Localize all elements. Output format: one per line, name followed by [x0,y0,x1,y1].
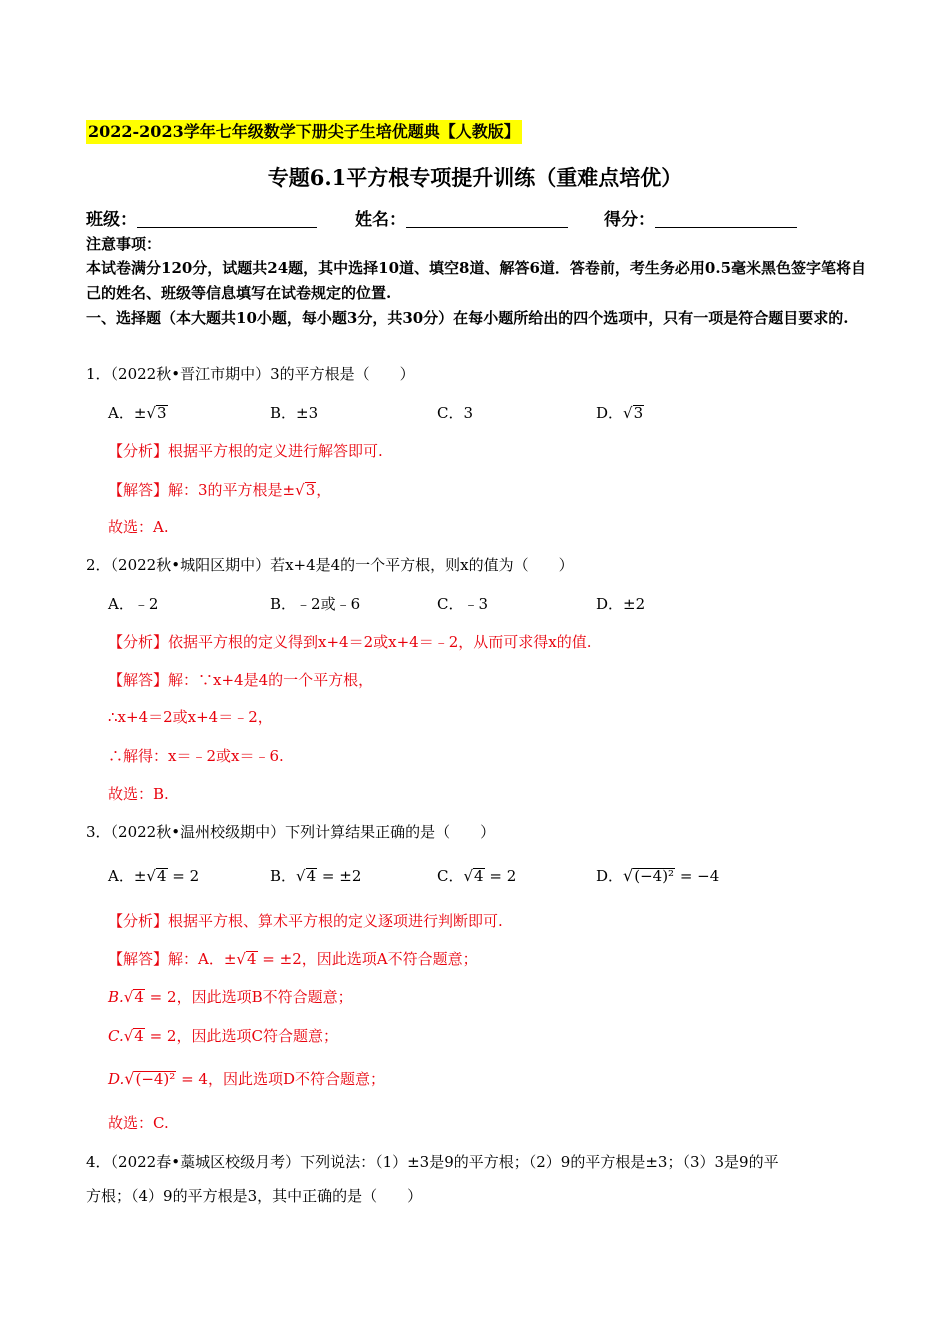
series-banner: 2022-2023学年七年级数学下册尖子生培优题典【人教版】 [86,120,522,144]
q4-stem-line2: 方根；（4）9的平方根是3，其中正确的是（ ） [86,1187,423,1205]
class-field [86,205,317,230]
score-field [604,205,797,230]
section-heading: 一、选择题（本大题共10小题，每小题3分，共30分）在每小题所给出的四个选项中，只有一项是符合题目要求的. [86,309,849,327]
class-label: 班级： [86,210,137,230]
q1-stem: 1．（2022秋•晋江市期中）3的平方根是（ ） [86,365,415,383]
score-label: 得分： [604,210,655,230]
q2-conclusion: 故选：B. [108,785,169,803]
q3-stem: 3．（2022秋•温州校级期中）下列计算结果正确的是（ ） [86,823,496,841]
q3-solution-b: B.√4 = 2，因此选项B不符合题意； [108,988,353,1006]
q3-solution-a: 【解答】解：A．±√4 = ±2，因此选项A不符合题意； [108,950,478,968]
q3-analysis: 【分析】根据平方根、算术平方根的定义逐项进行判断即可. [108,912,503,930]
name-blank [406,209,568,228]
q3-option-a: A．±√4 = 2 [108,867,200,885]
q1-option-b: B．±3 [270,404,319,422]
q2-step-1: ∴x+4＝2或x+4＝﹣2， [108,708,273,726]
q3-solution-d: D.√(−4)² = 4，因此选项D不符合题意； [108,1069,385,1088]
q3-option-d: D．√(−4)² = −4 [596,866,720,885]
q1-conclusion: 故选：A. [108,518,169,536]
q1-solution: 【解答】解：3的平方根是±√3， [108,481,332,499]
q2-option-d: D．±2 [596,595,646,613]
q1-option-a: A．±√3 [108,404,167,422]
q1-analysis: 【分析】根据平方根的定义进行解答即可. [108,442,383,460]
q2-option-c: C．﹣3 [437,595,489,613]
score-blank [655,209,797,228]
page-title: 专题6.1平方根专项提升训练（重难点培优） [267,165,683,190]
q3-option-c: C．√4 = 2 [437,867,517,885]
notice-heading: 注意事项： [86,235,162,253]
q2-option-b: B．﹣2或﹣6 [270,595,361,613]
q1-option-d: D．√3 [596,404,644,422]
name-field [355,205,568,230]
q1-option-c: C．3 [437,404,474,422]
name-label: 姓名： [355,210,406,230]
q3-solution-c: C.√4 = 2，因此选项C符合题意； [108,1027,338,1045]
notice-body: 本试卷满分120分，试题共24题，其中选择10道、填空8道、解答6道．答卷前，考生务必用0.5毫米黑色签字笔将自己的姓名、班级等信息填写在试卷规定的位置. [86,259,867,302]
q2-solution: 【解答】解：∵x+4是4的一个平方根， [108,671,374,689]
q2-stem: 2．（2022秋•城阳区期中）若x+4是4的一个平方根，则x的值为（ ） [86,556,574,574]
q4-stem-line1: 4．（2022春•藁城区校级月考）下列说法：（1）±3是9的平方根；（2）9的平方根是±3；（3）3是9的平 [86,1153,779,1171]
q3-option-b: B．√4 = ±2 [270,867,362,885]
q3-conclusion: 故选：C. [108,1114,169,1132]
class-blank [137,209,317,228]
q2-analysis: 【分析】依据平方根的定义得到x+4＝2或x+4＝﹣2，从而可求得x的值. [108,633,592,651]
q2-step-2: ∴解得：x＝﹣2或x＝﹣6. [108,747,284,765]
q2-option-a: A．﹣2 [108,595,159,613]
